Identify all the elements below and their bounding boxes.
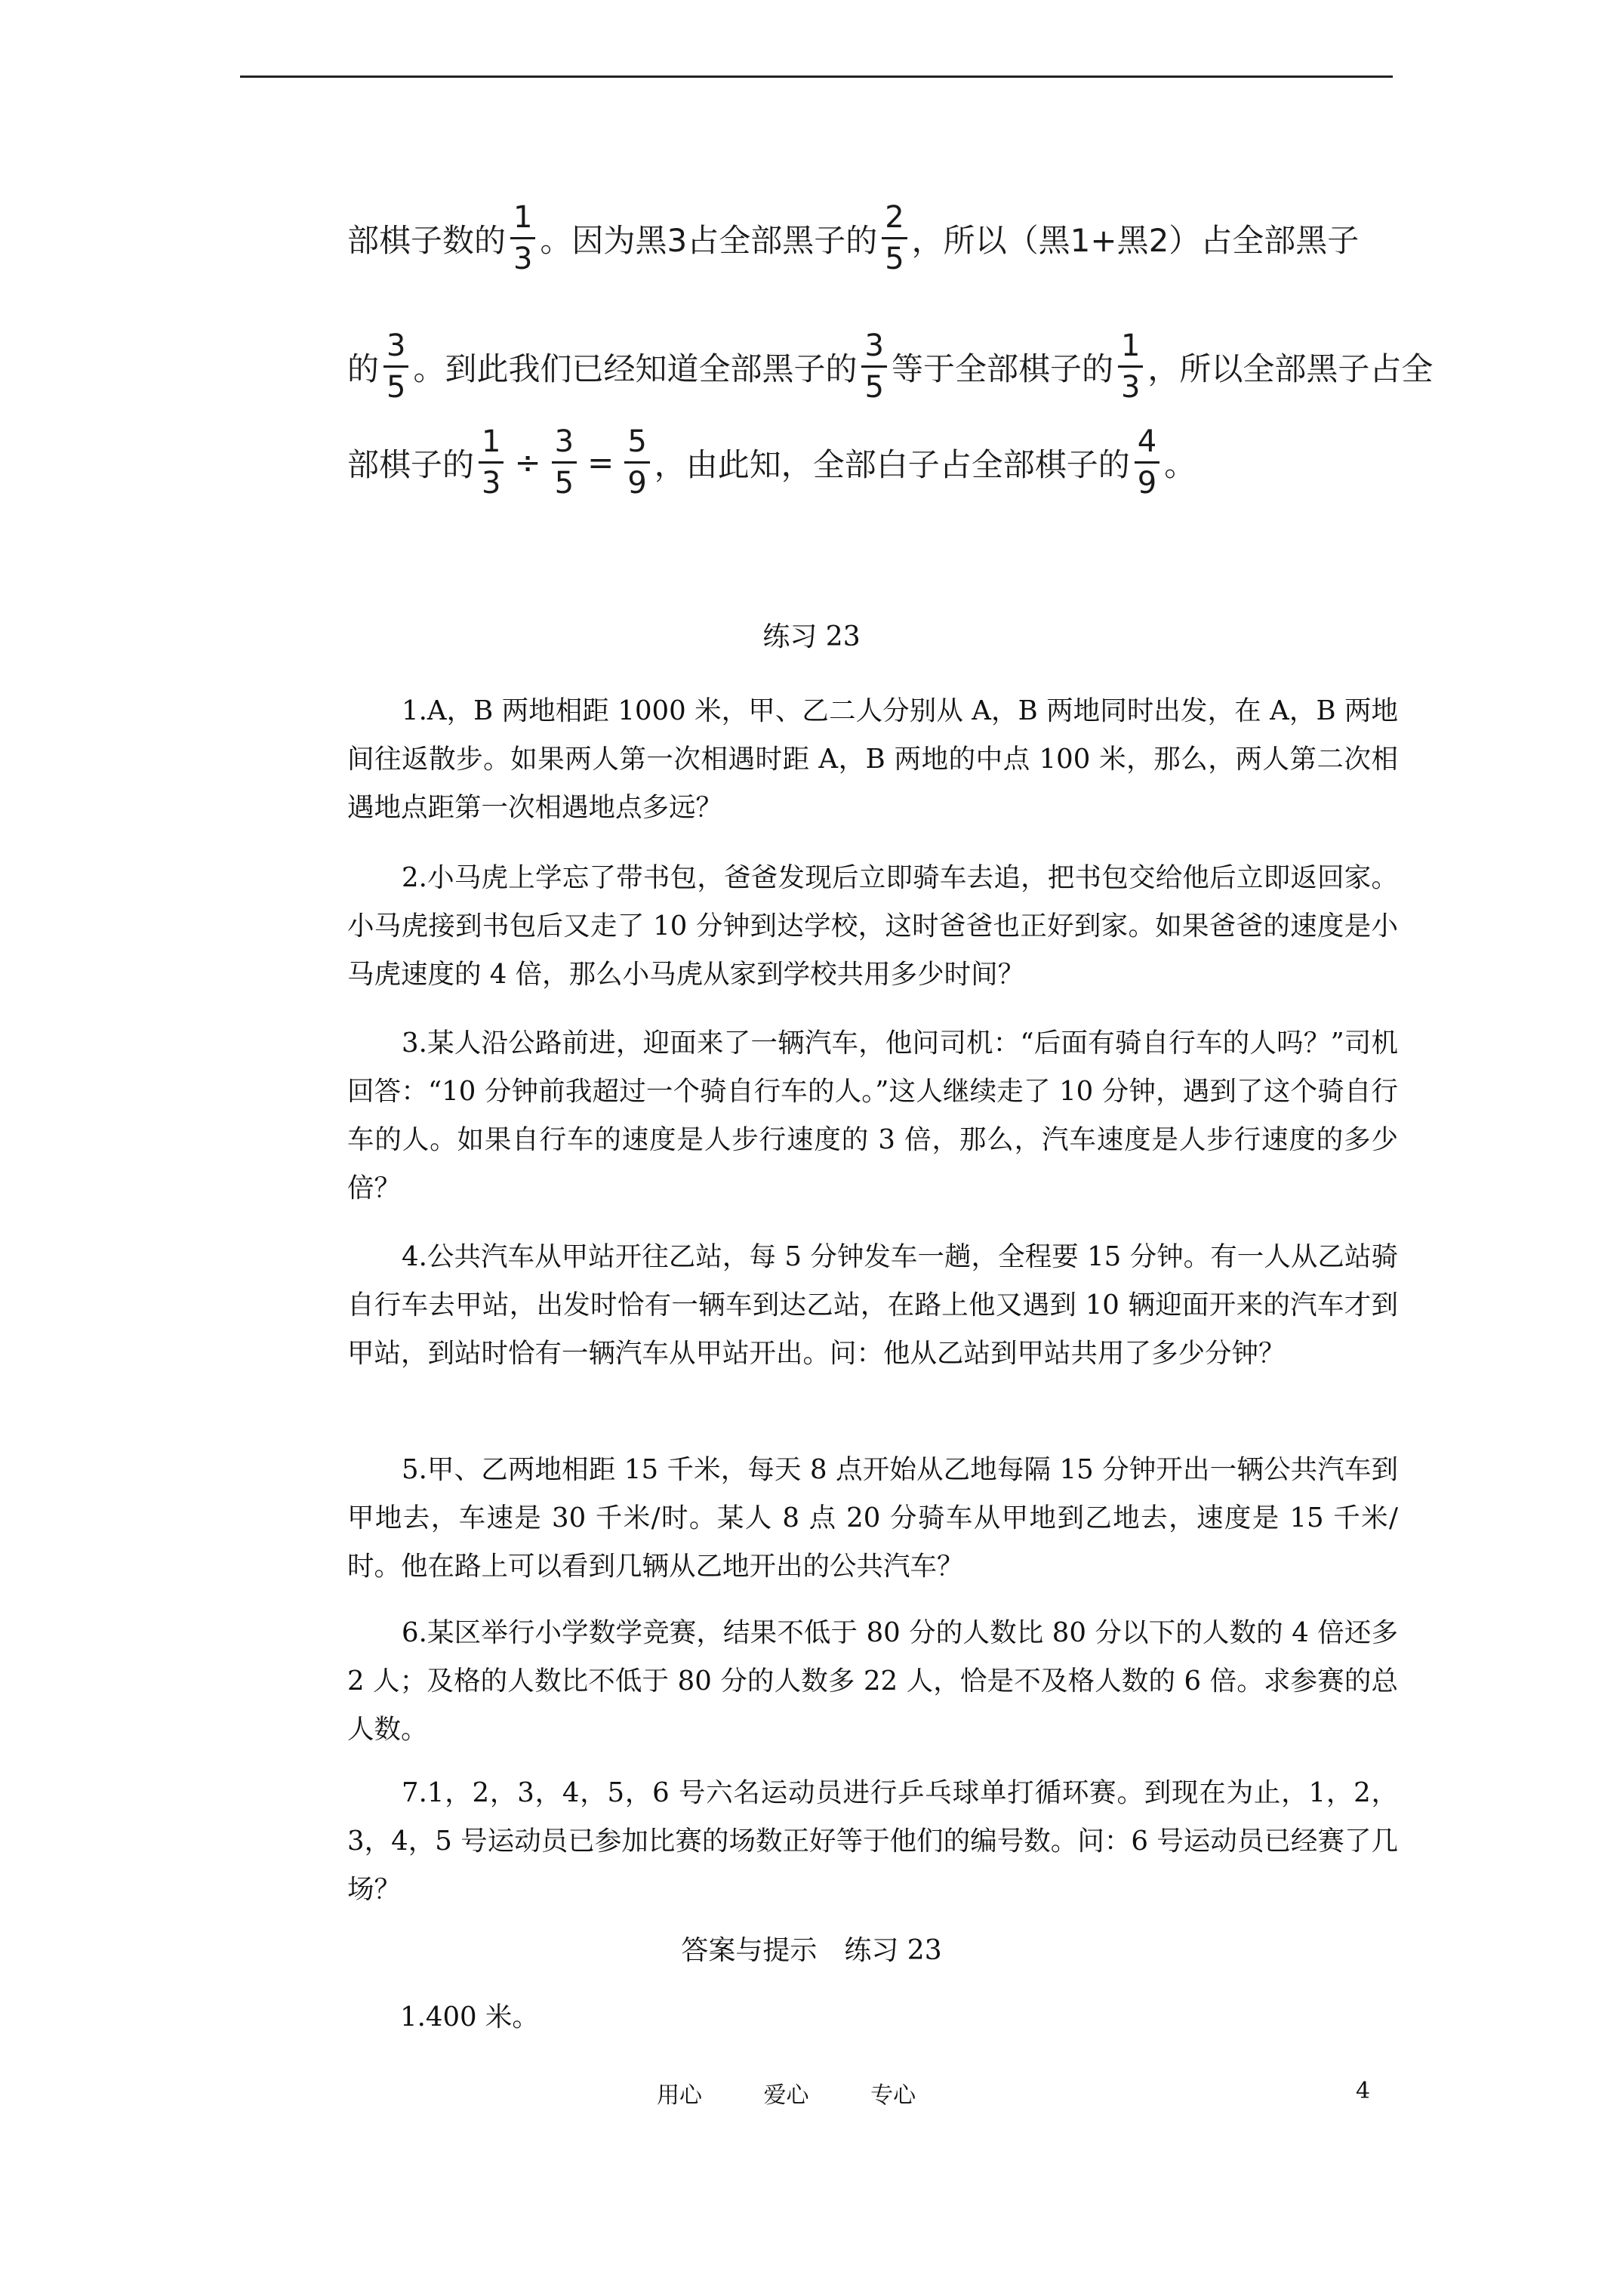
problem-4: 4.公共汽车从甲站开往乙站，每 5 分钟发车一趟，全程要 15 分钟。有一人从乙站骑自行车去甲站，出发时恰有一辆车到达乙站，在路上他又遇到 10 辆迎面开来的汽车才到甲站，到站时恰有一辆汽车从甲站开出。问：他从乙站到甲站共用了多少分钟？ [347, 1241, 1398, 1369]
fraction-denominator: 3 [510, 237, 535, 274]
fraction-denominator: 5 [882, 237, 907, 274]
text-segment: 部棋子数的 [347, 221, 507, 259]
text-segment: 。因为黑3占全部黑子的 [540, 221, 878, 259]
footer-motto-1: 用心 [657, 2082, 702, 2109]
fraction-denominator: 5 [861, 365, 886, 402]
fraction-numerator: 3 [554, 424, 574, 459]
footer-motto-2: 爱心 [763, 2082, 809, 2109]
problem-2: 2.小马虎上学忘了带书包，爸爸发现后立即骑车去追，把书包交给他后立即返回家。小马虎接到书包后又走了 10 分钟到达学校，这时爸爸也正好到家。如果爸爸的速度是小马虎速度的 4 倍，那么小马虎从家到学校共用多少时间？ [347, 862, 1398, 990]
text-segment: 。 [1164, 445, 1196, 483]
text-segment: 的 [347, 350, 380, 387]
fraction-denominator: 9 [1135, 461, 1160, 498]
fraction-numerator: 3 [387, 328, 406, 363]
fraction-numerator: 1 [482, 424, 501, 459]
fraction [383, 328, 408, 405]
answer-1: 1.400 米。 [400, 2002, 539, 2032]
fraction-numerator: 2 [885, 200, 904, 235]
footer-motto [657, 2076, 970, 2110]
text-segment: ，所以全部黑子占全 [1147, 350, 1434, 387]
continuation-line-3 [347, 424, 1196, 501]
fraction [882, 202, 907, 274]
fraction [1118, 328, 1143, 405]
operator: ÷ [514, 444, 541, 481]
text-segment: ，由此知，全部白子占全部棋子的 [654, 445, 1130, 483]
fraction-numerator: 5 [627, 424, 647, 459]
fraction-denominator: 3 [479, 461, 504, 498]
fraction [861, 328, 886, 405]
problem-3: 3.某人沿公路前进，迎面来了一辆汽车，他问司机：“后面有骑自行车的人吗？”司机回答：“10 分钟前我超过一个骑自行车的人。”这人继续走了 10 分钟，遇到了这个骑自行车的人。如果自行车的速度是人步行速度的 3 倍，那么，汽车速度是人步行速度的多少倍？ [347, 1028, 1398, 1203]
fraction [510, 202, 535, 274]
fraction [624, 424, 649, 501]
continuation-line-1 [347, 202, 1359, 274]
continuation-line-2 [347, 328, 1434, 405]
fraction-denominator: 3 [1118, 365, 1143, 402]
answers-title: 答案与提示 练习 23 [681, 1935, 942, 1966]
fraction [552, 424, 577, 501]
fraction-denominator: 5 [383, 365, 408, 402]
fraction-numerator: 3 [864, 328, 884, 363]
text-segment: ，所以（黑1+黑2）占全部黑子 [911, 221, 1360, 259]
page-number: 4 [1356, 2078, 1371, 2104]
problem-1: 1.A，B 两地相距 1000 米，甲、乙二人分别从 A，B 两地同时出发，在 A，B 两地间往返散步。如果两人第一次相遇时距 A，B 两地的中点 100 米，那么，两人第二次相遇地点距第一次相遇地点多远？ [347, 695, 1398, 823]
footer-motto-3: 专心 [870, 2082, 916, 2109]
fraction-denominator: 9 [624, 461, 649, 498]
operator: = [587, 444, 614, 481]
fraction-numerator: 4 [1137, 424, 1157, 459]
text-segment: 。到此我们已经知道全部黑子的 [413, 350, 858, 387]
problem-6: 6.某区举行小学数学竞赛，结果不低于 80 分的人数比 80 分以下的人数的 4 倍还多 2 人；及格的人数比不低于 80 分的人数多 22 人，恰是不及格人数的 6 倍。求参赛的总人数。 [347, 1617, 1398, 1745]
fraction-numerator: 1 [1120, 328, 1141, 363]
fraction-numerator: 1 [513, 200, 533, 235]
header-rule [240, 76, 1393, 78]
problem-7: 7.1，2，3，4，5，6 号六名运动员进行乒乓球单打循环赛。到现在为止，1，2，3，4，5 号运动员已参加比赛的场数正好等于他们的编号数。问：6 号运动员已经赛了几场？ [347, 1777, 1398, 1905]
fraction [1135, 424, 1160, 501]
problem-5: 5.甲、乙两地相距 15 千米，每天 8 点开始从乙地每隔 15 分钟开出一辆公共汽车到甲地去，车速是 30 千米/时。某人 8 点 20 分骑车从甲地到乙地去，速度是 15 千米/时。他在路上可以看到几辆从乙地开出的公共汽车？ [347, 1454, 1398, 1582]
text-segment: 部棋子的 [347, 445, 475, 483]
fraction-denominator: 5 [552, 461, 577, 498]
fraction [479, 424, 504, 501]
text-segment: 等于全部棋子的 [891, 350, 1113, 387]
exercise-title: 练习 23 [762, 621, 861, 652]
